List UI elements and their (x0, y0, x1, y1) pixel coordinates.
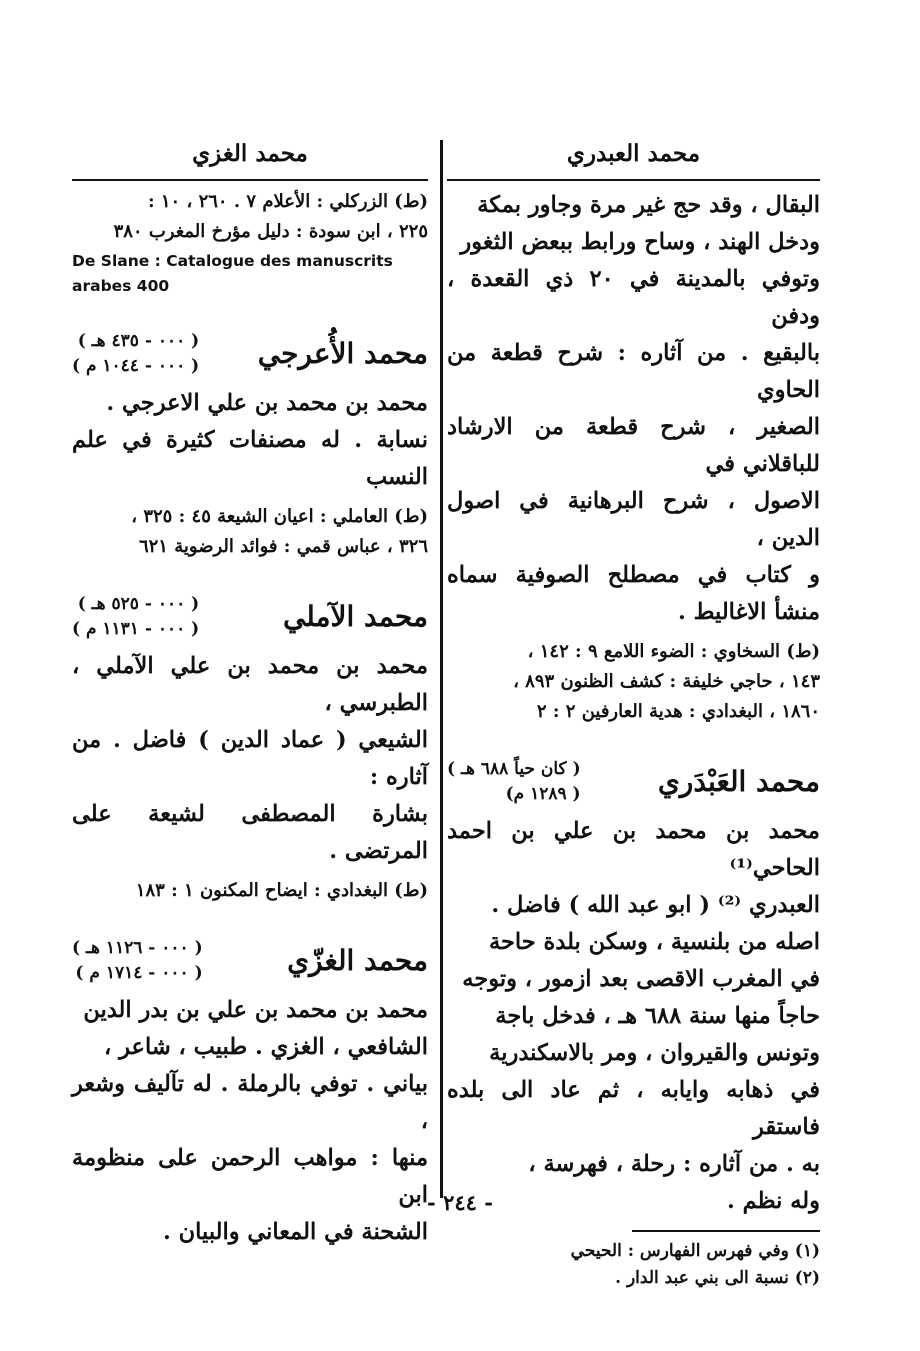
date-gregorian: ( ٠٠٠ - ١٠٤٤ م ) (72, 356, 200, 376)
entry-dates (72, 329, 199, 379)
text-line: الشافعي ، الغزي . طبيب ، شاعر ، (104, 1034, 428, 1060)
reference-line: (ط) البغدادي : ايضاح المكنون ١ : ١٨٣ (135, 880, 428, 901)
reference-line: ٣٢٦ ، عباس قمي : فوائد الرضوية ٦٢١ (138, 536, 428, 557)
page-number: - ٢٤٤ - (427, 1190, 493, 1215)
entry-dates (72, 592, 199, 642)
continuation-text (447, 187, 820, 631)
date-gregorian: ( ٠٠٠ - ١١٣١ م ) (72, 619, 200, 639)
text-line: الاصول ، شرح البرهانية في اصول الدين ، (447, 488, 820, 551)
footnote: (٢) نسبة الى بني عبد الدار . (615, 1268, 820, 1288)
text-line: و كتاب في مصطلح الصوفية سماه منشأ الاغاليط . (447, 562, 820, 625)
text-line: اصله من بلنسية ، وسكن بلدة حاحة (488, 929, 820, 955)
entry-dates (447, 757, 581, 807)
right-column (447, 135, 820, 1292)
footnote: (١) وفي فهرس الفهارس : الحيحي (570, 1241, 820, 1261)
reference-line: (ط) العاملي : اعيان الشيعة ٤٥ : ٣٢٥ ، (131, 506, 428, 527)
date-gregorian: ( ١٢٨٩ م) (505, 784, 581, 804)
latin-reference: De Slane : Catalogue des manuscrits arabes 400 (72, 252, 393, 295)
text-line: بشارة المصطفى لشيعة على المرتضى . (72, 801, 428, 864)
running-head-right: محمد العبدري (447, 135, 820, 181)
date-hijri: ( ٠٠٠ - ١١٢٦ هـ ) (72, 938, 203, 958)
date-hijri: ( كان حياً ٦٨٨ هـ ) (447, 759, 581, 779)
reference-line: (ط) الزركلي : الأعلام ٧ . ٢٦٠ ، ١٠ : (147, 191, 428, 212)
reference-line: ٢٢٥ ، ابن سودة : دليل مؤرخ المغرب ٣٨٠ (113, 221, 428, 242)
text-line: نسابة . له مصنفات كثيرة في علم النسب (72, 427, 428, 490)
text-line: الشيعي ( عماد الدين ) فاضل . من آثاره : (72, 727, 428, 790)
top-references (72, 187, 428, 299)
entry-name: محمد الآملي (282, 600, 428, 633)
footnotes (447, 1238, 820, 1292)
entry-name: محمد الغزّي (287, 944, 428, 977)
text-line: ودخل الهند ، وساح ورابط ببعض الثغور (460, 229, 820, 255)
text-line: وله نظم . (727, 1188, 820, 1214)
entry-name: محمد العَبْدَري (657, 765, 820, 798)
text-line: في المغرب الاقصى بعد ازمور ، وتوجه (462, 966, 820, 992)
text-line: بياني . توفي بالرملة . له تآليف وشعر ، (72, 1071, 428, 1134)
text-line: محمد بن محمد بن علي بن بدر الدين (83, 997, 428, 1023)
running-head-left: محمد الغزي (72, 135, 428, 181)
text-line: الشحنة في المعاني والبيان . (162, 1219, 428, 1245)
date-gregorian: ( ٠٠٠ - ١٧١٤ م ) (75, 963, 203, 983)
entry-name: محمد الأُعرجي (257, 337, 428, 370)
reference-line: ١٨٦٠ ، البغدادي : هدية العارفين ٢ : ٢ (536, 701, 820, 722)
column-divider (440, 140, 443, 1198)
text-line: محمد بن محمد بن علي الاعرجي . (106, 390, 428, 416)
footnote-divider (632, 1230, 820, 1232)
entry-header-ghazzi (72, 936, 428, 986)
reference-line: (ط) السخاوي : الضوء اللامع ٩ : ١٤٢ ، (527, 641, 820, 662)
entry-header-aaraji (72, 329, 428, 379)
text-line: منها : مواهب الرحمن على منظومة ابن (72, 1145, 428, 1208)
text-line: في ذهابه وايابه ، ثم عاد الى بلده فاستقر (447, 1077, 820, 1140)
entry-body (447, 813, 820, 1220)
text-line: بالبقيع . من آثاره : شرح قطعة من الحاوي (447, 340, 820, 403)
text-line: العبدري ⁽²⁾ ( ابو عبد الله ) فاضل . (491, 892, 820, 918)
reference-line: ١٤٣ ، حاجي خليفة : كشف الظنون ٨٩٣ ، (513, 671, 820, 692)
entry-dates (72, 936, 203, 986)
text-line: محمد بن محمد بن علي بن احمد الحاحي⁽¹⁾ (447, 818, 820, 881)
text-line: البقال ، وقد حج غير مرة وجاور بمكة (477, 192, 820, 218)
continuation-references (447, 637, 820, 727)
text-line: حاجاً منها سنة ٦٨٨ هـ ، فدخل باجة (495, 1003, 820, 1029)
date-hijri: ( ٠٠٠ - ٤٣٥ هـ ) (77, 331, 200, 351)
text-line: وتونس والقيروان ، ومر بالاسكندرية (489, 1040, 820, 1066)
entry-header-amoli (72, 592, 428, 642)
left-column (72, 135, 428, 1251)
text-line: محمد بن محمد بن علي الآملي ، الطبرسي ، (72, 653, 428, 716)
text-line: الصغير ، شرح قطعة من الارشاد للباقلاني في (447, 414, 820, 477)
text-line: به . من آثاره : رحلة ، فهرسة ، (528, 1151, 820, 1177)
date-hijri: ( ٠٠٠ - ٥٢٥ هـ ) (77, 594, 200, 614)
entry-header-abdari (447, 757, 820, 807)
text-line: وتوفي بالمدينة في ٢٠ ذي القعدة ، ودفن (447, 266, 820, 329)
